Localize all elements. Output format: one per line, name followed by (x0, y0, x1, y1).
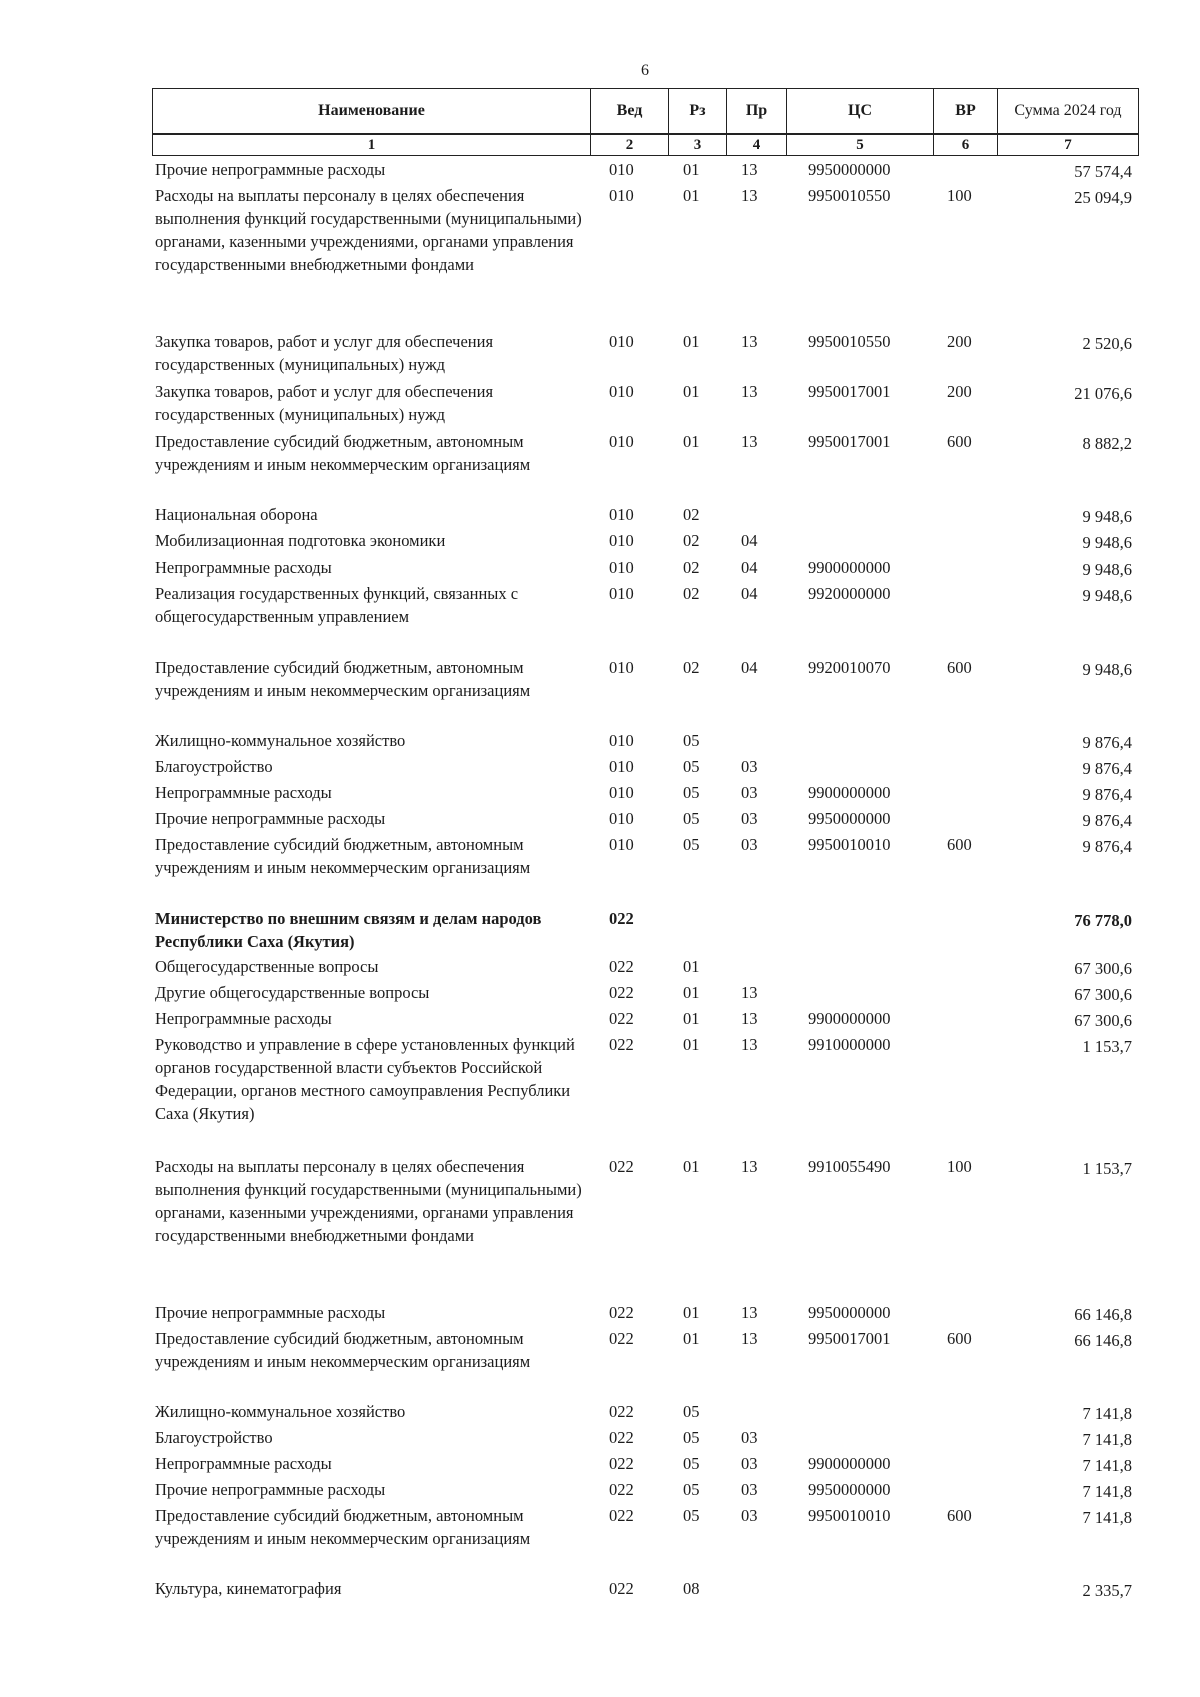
cell-rz: 01 (683, 1157, 700, 1176)
cell-sum: 2 520,6 (1082, 334, 1132, 353)
col-header-sum: Сумма 2024 год (998, 89, 1139, 135)
cell-cs: 9920010070 (808, 658, 891, 677)
cell-name: Благоустройство (155, 757, 273, 776)
cell-name: Министерство по внешним связям и делам народов Республики Саха (Якутия) (155, 909, 542, 951)
cell-sum: 25 094,9 (1074, 188, 1132, 207)
col-header-pr: Пр (727, 89, 787, 135)
cell-rz: 05 (683, 731, 700, 750)
cell-sum: 9 948,6 (1082, 560, 1132, 579)
cell-ved: 010 (609, 186, 634, 205)
cell-cs: 9950010010 (808, 835, 891, 854)
cell-pr: 13 (741, 983, 758, 1002)
cell-sum: 67 300,6 (1074, 985, 1132, 1004)
cell-pr: 03 (741, 1480, 758, 1499)
cell-cs: 9950017001 (808, 1329, 891, 1348)
cell-sum: 66 146,8 (1074, 1331, 1132, 1350)
cell-rz: 01 (683, 1009, 700, 1028)
cell-sum: 7 141,8 (1082, 1456, 1132, 1475)
cell-cs: 9900000000 (808, 558, 891, 577)
cell-ved: 022 (609, 909, 634, 928)
cell-rz: 01 (683, 1303, 700, 1322)
col-number-3: 3 (669, 134, 727, 156)
cell-vr: 100 (947, 186, 972, 205)
cell-cs: 9950017001 (808, 432, 891, 451)
cell-pr: 13 (741, 186, 758, 205)
col-number-5: 5 (787, 134, 934, 156)
cell-rz: 01 (683, 957, 700, 976)
cell-name: Мобилизационная подготовка экономики (155, 531, 446, 550)
cell-name: Прочие непрограммные расходы (155, 1303, 386, 1322)
cell-name: Благоустройство (155, 1428, 273, 1447)
cell-sum: 76 778,0 (1074, 911, 1132, 930)
col-header-rz: Рз (669, 89, 727, 135)
cell-rz: 01 (683, 186, 700, 205)
cell-pr: 13 (741, 332, 758, 351)
cell-ved: 010 (609, 332, 634, 351)
cell-vr: 600 (947, 1506, 972, 1525)
cell-sum: 1 153,7 (1082, 1159, 1132, 1178)
cell-rz: 05 (683, 1402, 700, 1421)
cell-name: Национальная оборона (155, 505, 318, 524)
cell-cs: 9910000000 (808, 1035, 891, 1054)
cell-ved: 010 (609, 558, 634, 577)
cell-sum: 9 948,6 (1082, 533, 1132, 552)
col-header-cs: ЦС (787, 89, 934, 135)
cell-name: Жилищно-коммунальное хозяйство (155, 1402, 406, 1421)
cell-vr: 200 (947, 332, 972, 351)
cell-cs: 9950000000 (808, 1303, 891, 1322)
cell-ved: 022 (609, 1579, 634, 1598)
cell-name: Непрограммные расходы (155, 783, 332, 802)
cell-name: Прочие непрограммные расходы (155, 809, 386, 828)
cell-rz: 01 (683, 432, 700, 451)
cell-sum: 57 574,4 (1074, 162, 1132, 181)
cell-ved: 022 (609, 1480, 634, 1499)
cell-vr: 600 (947, 835, 972, 854)
cell-rz: 02 (683, 558, 700, 577)
cell-cs: 9950000000 (808, 1480, 891, 1499)
cell-cs: 9900000000 (808, 783, 891, 802)
col-number-2: 2 (591, 134, 669, 156)
cell-rz: 01 (683, 382, 700, 401)
cell-name: Предоставление субсидий бюджетным, автономным учреждениям и иным некоммерческим организациям (155, 658, 531, 700)
cell-sum: 9 876,4 (1082, 837, 1132, 856)
cell-rz: 05 (683, 809, 700, 828)
cell-pr: 03 (741, 1428, 758, 1447)
cell-sum: 1 153,7 (1082, 1037, 1132, 1056)
cell-name: Предоставление субсидий бюджетным, автономным учреждениям и иным некоммерческим организациям (155, 1506, 531, 1548)
cell-cs: 9950010550 (808, 186, 891, 205)
cell-pr: 13 (741, 1035, 758, 1054)
cell-rz: 01 (683, 1329, 700, 1348)
cell-pr: 04 (741, 558, 758, 577)
cell-sum: 66 146,8 (1074, 1305, 1132, 1324)
cell-name: Руководство и управление в сфере установленных функций органов государственной власти субъектов Российской Федерации, органов местного самоуправления Республики Саха (Якутия) (155, 1035, 575, 1123)
cell-sum: 67 300,6 (1074, 959, 1132, 978)
cell-name: Прочие непрограммные расходы (155, 160, 386, 179)
cell-ved: 022 (609, 957, 634, 976)
cell-pr: 04 (741, 531, 758, 550)
cell-vr: 600 (947, 1329, 972, 1348)
cell-name: Непрограммные расходы (155, 558, 332, 577)
cell-sum: 9 876,4 (1082, 759, 1132, 778)
cell-sum: 8 882,2 (1082, 434, 1132, 453)
cell-ved: 010 (609, 432, 634, 451)
cell-ved: 010 (609, 531, 634, 550)
cell-sum: 9 876,4 (1082, 785, 1132, 804)
cell-sum: 7 141,8 (1082, 1430, 1132, 1449)
cell-ved: 022 (609, 1454, 634, 1473)
cell-ved: 010 (609, 757, 634, 776)
cell-cs: 9910055490 (808, 1157, 891, 1176)
cell-name: Предоставление субсидий бюджетным, автономным учреждениям и иным некоммерческим организациям (155, 835, 531, 877)
cell-ved: 010 (609, 783, 634, 802)
cell-rz: 05 (683, 1454, 700, 1473)
cell-vr: 600 (947, 432, 972, 451)
cell-name: Закупка товаров, работ и услуг для обеспечения государственных (муниципальных) нужд (155, 382, 494, 424)
cell-cs: 9950010010 (808, 1506, 891, 1525)
cell-rz: 01 (683, 332, 700, 351)
col-header-vr: ВР (934, 89, 998, 135)
cell-rz: 01 (683, 160, 700, 179)
cell-cs: 9950000000 (808, 160, 891, 179)
col-header-name: Наименование (153, 89, 591, 135)
cell-ved: 022 (609, 1402, 634, 1421)
cell-name: Непрограммные расходы (155, 1009, 332, 1028)
cell-rz: 02 (683, 658, 700, 677)
cell-ved: 010 (609, 731, 634, 750)
col-number-6: 6 (934, 134, 998, 156)
cell-pr: 13 (741, 160, 758, 179)
cell-ved: 022 (609, 983, 634, 1002)
cell-vr: 200 (947, 382, 972, 401)
cell-rz: 01 (683, 1035, 700, 1054)
cell-pr: 03 (741, 835, 758, 854)
cell-sum: 9 948,6 (1082, 586, 1132, 605)
cell-name: Расходы на выплаты персоналу в целях обеспечения выполнения функций государственными (муниципальными) органами, казенными учреждениями, органами управления государственными внебюджетными фондами (155, 186, 582, 274)
cell-ved: 022 (609, 1009, 634, 1028)
cell-sum: 9 876,4 (1082, 733, 1132, 752)
cell-rz: 05 (683, 835, 700, 854)
cell-sum: 7 141,8 (1082, 1482, 1132, 1501)
cell-ved: 010 (609, 835, 634, 854)
cell-ved: 010 (609, 505, 634, 524)
cell-pr: 13 (741, 432, 758, 451)
cell-vr: 100 (947, 1157, 972, 1176)
cell-sum: 7 141,8 (1082, 1404, 1132, 1423)
cell-ved: 010 (609, 809, 634, 828)
cell-sum: 9 948,6 (1082, 507, 1132, 526)
cell-pr: 13 (741, 1009, 758, 1028)
cell-pr: 13 (741, 382, 758, 401)
col-number-7: 7 (998, 134, 1139, 156)
cell-ved: 010 (609, 382, 634, 401)
cell-pr: 04 (741, 658, 758, 677)
cell-ved: 022 (609, 1428, 634, 1447)
cell-name: Непрограммные расходы (155, 1454, 332, 1473)
cell-name: Закупка товаров, работ и услуг для обеспечения государственных (муниципальных) нужд (155, 332, 494, 374)
page-number: 6 (641, 62, 649, 79)
cell-pr: 03 (741, 1454, 758, 1473)
cell-cs: 9900000000 (808, 1454, 891, 1473)
cell-cs: 9950017001 (808, 382, 891, 401)
cell-rz: 01 (683, 983, 700, 1002)
col-header-ved: Вед (591, 89, 669, 135)
cell-name: Другие общегосударственные вопросы (155, 983, 430, 1002)
cell-pr: 03 (741, 783, 758, 802)
col-number-4: 4 (727, 134, 787, 156)
cell-sum: 9 876,4 (1082, 811, 1132, 830)
cell-name: Общегосударственные вопросы (155, 957, 379, 976)
cell-rz: 02 (683, 531, 700, 550)
cell-pr: 13 (741, 1329, 758, 1348)
cell-pr: 03 (741, 757, 758, 776)
col-number-1: 1 (153, 134, 591, 156)
cell-sum: 67 300,6 (1074, 1011, 1132, 1030)
cell-sum: 7 141,8 (1082, 1508, 1132, 1527)
cell-rz: 05 (683, 1506, 700, 1525)
cell-ved: 022 (609, 1506, 634, 1525)
cell-rz: 08 (683, 1579, 700, 1598)
cell-name: Реализация государственных функций, связанных с общегосударственным управлением (155, 584, 519, 626)
cell-ved: 022 (609, 1329, 634, 1348)
cell-pr: 04 (741, 584, 758, 603)
cell-ved: 022 (609, 1035, 634, 1054)
cell-vr: 600 (947, 658, 972, 677)
cell-rz: 05 (683, 1428, 700, 1447)
cell-ved: 022 (609, 1303, 634, 1322)
cell-name: Жилищно-коммунальное хозяйство (155, 731, 406, 750)
cell-rz: 02 (683, 505, 700, 524)
cell-cs: 9950000000 (808, 809, 891, 828)
cell-cs: 9920000000 (808, 584, 891, 603)
cell-sum: 21 076,6 (1074, 384, 1132, 403)
cell-pr: 03 (741, 1506, 758, 1525)
cell-rz: 05 (683, 783, 700, 802)
cell-sum: 9 948,6 (1082, 660, 1132, 679)
cell-cs: 9950010550 (808, 332, 891, 351)
cell-name: Прочие непрограммные расходы (155, 1480, 386, 1499)
cell-ved: 010 (609, 160, 634, 179)
cell-rz: 05 (683, 757, 700, 776)
cell-pr: 03 (741, 809, 758, 828)
cell-ved: 010 (609, 584, 634, 603)
cell-pr: 13 (741, 1157, 758, 1176)
cell-name: Предоставление субсидий бюджетным, автономным учреждениям и иным некоммерческим организациям (155, 432, 531, 474)
cell-ved: 022 (609, 1157, 634, 1176)
cell-name: Культура, кинематография (155, 1579, 342, 1598)
cell-name: Предоставление субсидий бюджетным, автономным учреждениям и иным некоммерческим организациям (155, 1329, 531, 1371)
cell-rz: 05 (683, 1480, 700, 1499)
cell-cs: 9900000000 (808, 1009, 891, 1028)
cell-sum: 2 335,7 (1082, 1581, 1132, 1600)
cell-rz: 02 (683, 584, 700, 603)
cell-pr: 13 (741, 1303, 758, 1322)
cell-name: Расходы на выплаты персоналу в целях обеспечения выполнения функций государственными (муниципальными) органами, казенными учреждениями, органами управления государственными внебюджетными фондами (155, 1157, 582, 1245)
cell-ved: 010 (609, 658, 634, 677)
